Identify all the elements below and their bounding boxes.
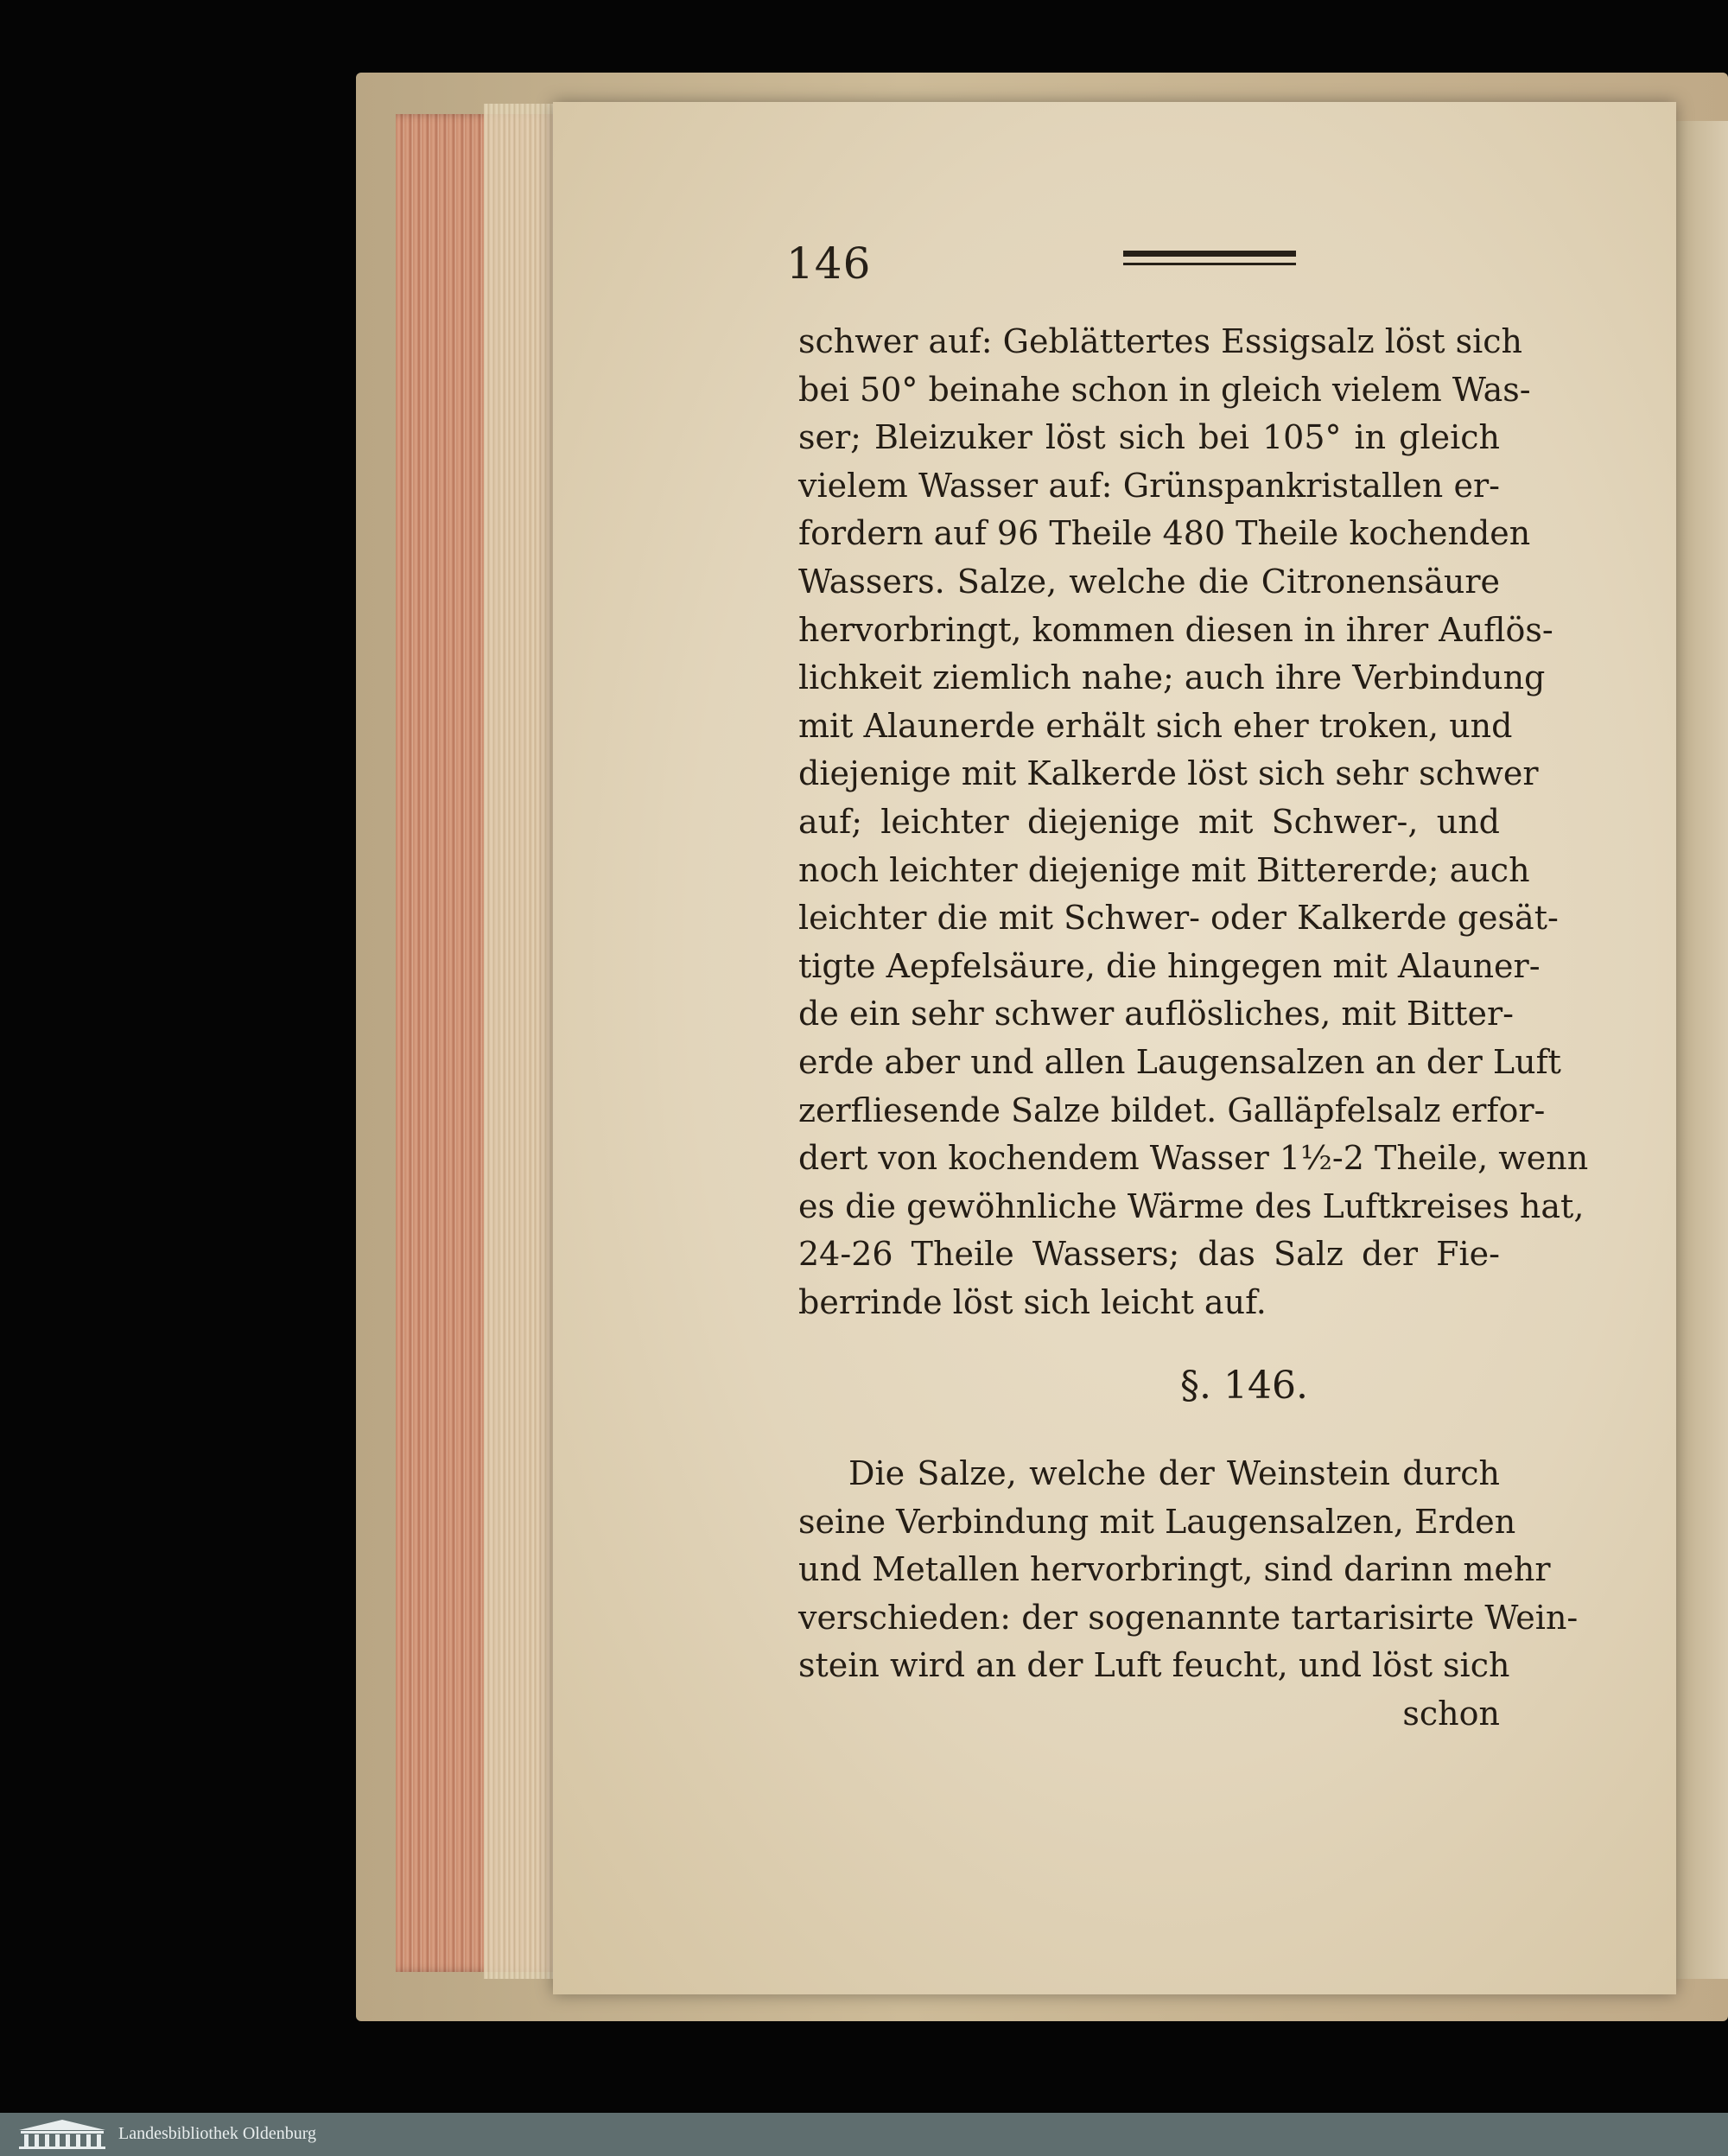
page-edges-inner	[484, 104, 553, 1979]
text-line: auf; leichter diejenige mit Schwer-, und	[798, 802, 1500, 841]
text-line: dert von kochendem Wasser 1½-2 Theile, wenn	[798, 1139, 1589, 1178]
text-line: berrinde löst sich leicht auf.	[798, 1282, 1267, 1321]
text-line: und Metallen hervorbringt, sind darinn mehr	[798, 1550, 1551, 1589]
text-line: fordern auf 96 Theile 480 Theile kochenden	[798, 514, 1531, 553]
text-line: diejenige mit Kalkerde löst sich sehr schwer	[798, 754, 1539, 793]
text-line: leichter die mit Schwer- oder Kalkerde gesät-	[798, 899, 1559, 938]
text-line: stein wird an der Luft feucht, und löst sich	[798, 1646, 1510, 1685]
section-heading: §. 146.	[1180, 1364, 1308, 1408]
catchword: schon	[1402, 1695, 1500, 1733]
text-line: noch leichter diejenige mit Bittererde; auch	[798, 850, 1530, 889]
paragraph-2	[798, 1450, 1579, 1690]
text-line: 24-26 Theile Wassers; das Salz der Fie-	[798, 1235, 1500, 1274]
page-number: 146	[786, 238, 872, 289]
facing-page-edge	[1672, 121, 1728, 1979]
header-rule	[1123, 251, 1296, 257]
paragraph-1	[798, 318, 1589, 1326]
text-line: lichkeit ziemlich nahe; auch ihre Verbindung	[798, 658, 1546, 697]
text-line: bei 50° beinahe schon in gleich vielem Was-	[798, 370, 1531, 409]
footer-bar	[0, 2113, 1728, 2156]
text-line: de ein sehr schwer auflösliches, mit Bitter-	[798, 995, 1515, 1033]
text-line: Wassers. Salze, welche die Citronensäure	[798, 562, 1500, 601]
library-building-icon	[16, 2118, 109, 2151]
text-line: vielem Wasser auf: Grünspankristallen er-	[798, 466, 1500, 505]
text-line: zerfliesende Salze bildet. Galläpfelsalz erfor-	[798, 1091, 1546, 1129]
text-line: mit Alaunerde erhält sich eher troken, und	[798, 706, 1513, 745]
catchword-block	[798, 1690, 1500, 1739]
text-line: hervorbringt, kommen diesen in ihrer Auflös-	[798, 610, 1553, 649]
text-line: tigte Aepfelsäure, die hingegen mit Alauner-	[798, 946, 1541, 985]
library-name: Landesbibliothek Oldenburg	[118, 2124, 317, 2143]
text-line: ser; Bleizuker löst sich bei 105° in gleich	[798, 418, 1500, 457]
text-line: seine Verbindung mit Laugensalzen, Erden	[798, 1502, 1516, 1541]
text-line: es die gewöhnliche Wärme des Luftkreises hat,	[798, 1186, 1585, 1225]
text-line: Die Salze, welche der Weinstein durch	[848, 1454, 1500, 1492]
text-line: erde aber und allen Laugensalzen an der Luft	[798, 1042, 1561, 1081]
header-rule-thin	[1123, 263, 1296, 265]
text-line: schwer auf: Geblättertes Essigsalz löst sich	[798, 322, 1523, 360]
book-page	[553, 102, 1676, 1994]
text-line: verschieden: der sogenannte tartarisirte Wein-	[798, 1598, 1579, 1637]
